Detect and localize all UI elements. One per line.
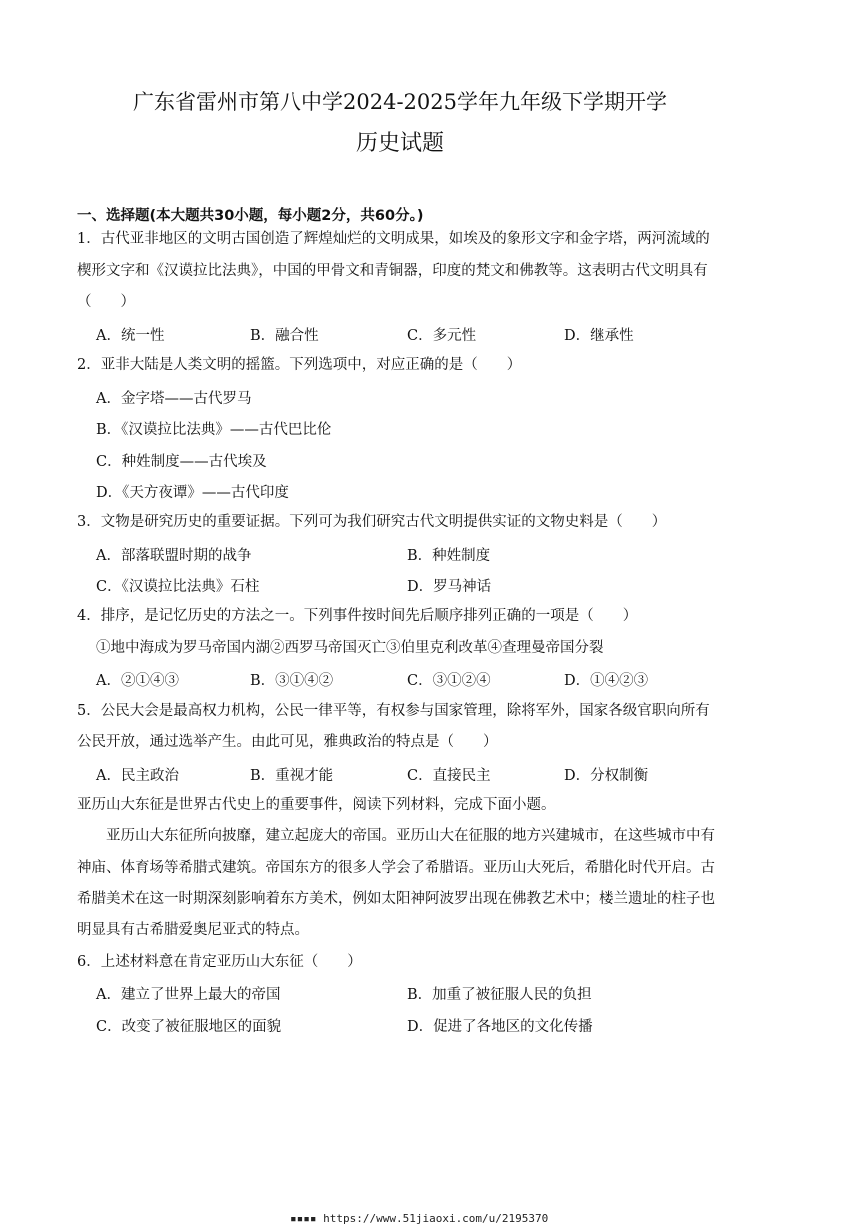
q1-option-d: D．继承性 [564, 328, 634, 344]
q6-option-b: B．加重了被征服人民的负担 [407, 987, 592, 1003]
q3-option-b: B．种姓制度 [407, 548, 491, 564]
q1-stem-line: 楔形文字和《汉谟拉比法典》，中国的甲骨文和青铜器，印度的梵文和佛教等。这表明古代文明具有 [77, 263, 708, 279]
material-line: 亚历山大东征所向披靡，建立起庞大的帝国。亚历山大在征服的地方兴建城市，在这些城市中有 [106, 828, 715, 844]
q2-option-d: D．《天方夜谭》——古代印度 [96, 485, 289, 501]
q3-option-c: C．《汉谟拉比法典》石柱 [96, 579, 260, 595]
q2-option-a: A．金字塔——古代罗马 [96, 391, 252, 407]
q5-option-d: D．分权制衡 [564, 768, 649, 784]
q6-stem: 6．上述材料意在肯定亚历山大东征（ ） [77, 954, 362, 970]
q2-option-b: B．《汉谟拉比法典》——古代巴比伦 [96, 422, 332, 438]
q5-stem-line: 5．公民大会是最高权力机构，公民一律平等，有权参与国家管理，除将军外，国家各级官职向所有 [77, 703, 710, 719]
q5-stem-line: 公民开放，通过选举产生。由此可见，雅典政治的特点是（ ） [77, 734, 498, 750]
q3-option-d: D．罗马神话 [407, 579, 492, 595]
q6-option-c: C．改变了被征服地区的面貌 [96, 1019, 282, 1035]
q6-option-a: A．建立了世界上最大的帝国 [96, 987, 281, 1003]
q4-option-a: A．②①④③ [96, 673, 179, 689]
q5-option-a: A．民主政治 [96, 768, 179, 784]
material-line: 明显具有古希腊爱奥尼亚式的特点。 [77, 922, 309, 938]
q3-stem: 3．文物是研究历史的重要证据。下列可为我们研究古代文明提供实证的文物史料是（ ） [77, 514, 667, 530]
section-heading: 一、选择题(本大题共30小题，每小题2分，共60分。) [77, 208, 424, 224]
q5-option-b: B．重视才能 [250, 768, 334, 784]
q4-option-c: C．③①②④ [407, 673, 491, 689]
q4-stem: 4．排序，是记忆历史的方法之一。下列事件按时间先后顺序排列正确的一项是（ ） [77, 608, 638, 624]
material-intro: 亚历山大东征是世界古代史上的重要事件，阅读下列材料，完成下面小题。 [77, 797, 556, 813]
exam-subtitle: 历史试题 [355, 131, 444, 156]
q5-option-c: C．直接民主 [407, 768, 491, 784]
q4-option-d: D．①④②③ [564, 673, 649, 689]
q3-option-a: A．部落联盟时期的战争 [96, 548, 252, 564]
q1-option-c: C．多元性 [407, 328, 477, 344]
q1-option-a: A．统一性 [96, 328, 165, 344]
material-line: 神庙、体育场等希腊式建筑。帝国东方的很多人学会了希腊语。亚历山大死后，希腊化时代开启。古 [77, 860, 715, 876]
q2-stem: 2．亚非大陆是人类文明的摇篮。下列选项中，对应正确的是（ ） [77, 357, 522, 373]
q1-stem-line: （ ） [77, 294, 135, 310]
q1-option-b: B．融合性 [250, 328, 319, 344]
exam-title: 广东省雷州市第八中学2024-2025学年九年级下学期开学 [133, 90, 667, 114]
q4-events: ①地中海成为罗马帝国内湖②西罗马帝国灭亡③伯里克利改革④查理曼帝国分裂 [96, 640, 604, 656]
q6-option-d: D．促进了各地区的文化传播 [407, 1019, 593, 1035]
q2-option-c: C．种姓制度——古代埃及 [96, 454, 267, 470]
q1-stem-line: 1．古代亚非地区的文明古国创造了辉煌灿烂的文明成果，如埃及的象形文字和金字塔，两河流域的 [77, 231, 710, 247]
q4-option-b: B．③①④② [250, 673, 334, 689]
footer-watermark-link[interactable]: ▪▪▪▪ https://www.51jiaoxi.com/u/2195370 [290, 1212, 549, 1225]
material-line: 希腊美术在这一时期深刻影响着东方美术，例如太阳神阿波罗出现在佛教艺术中；楼兰遗址的柱子也 [77, 891, 715, 907]
